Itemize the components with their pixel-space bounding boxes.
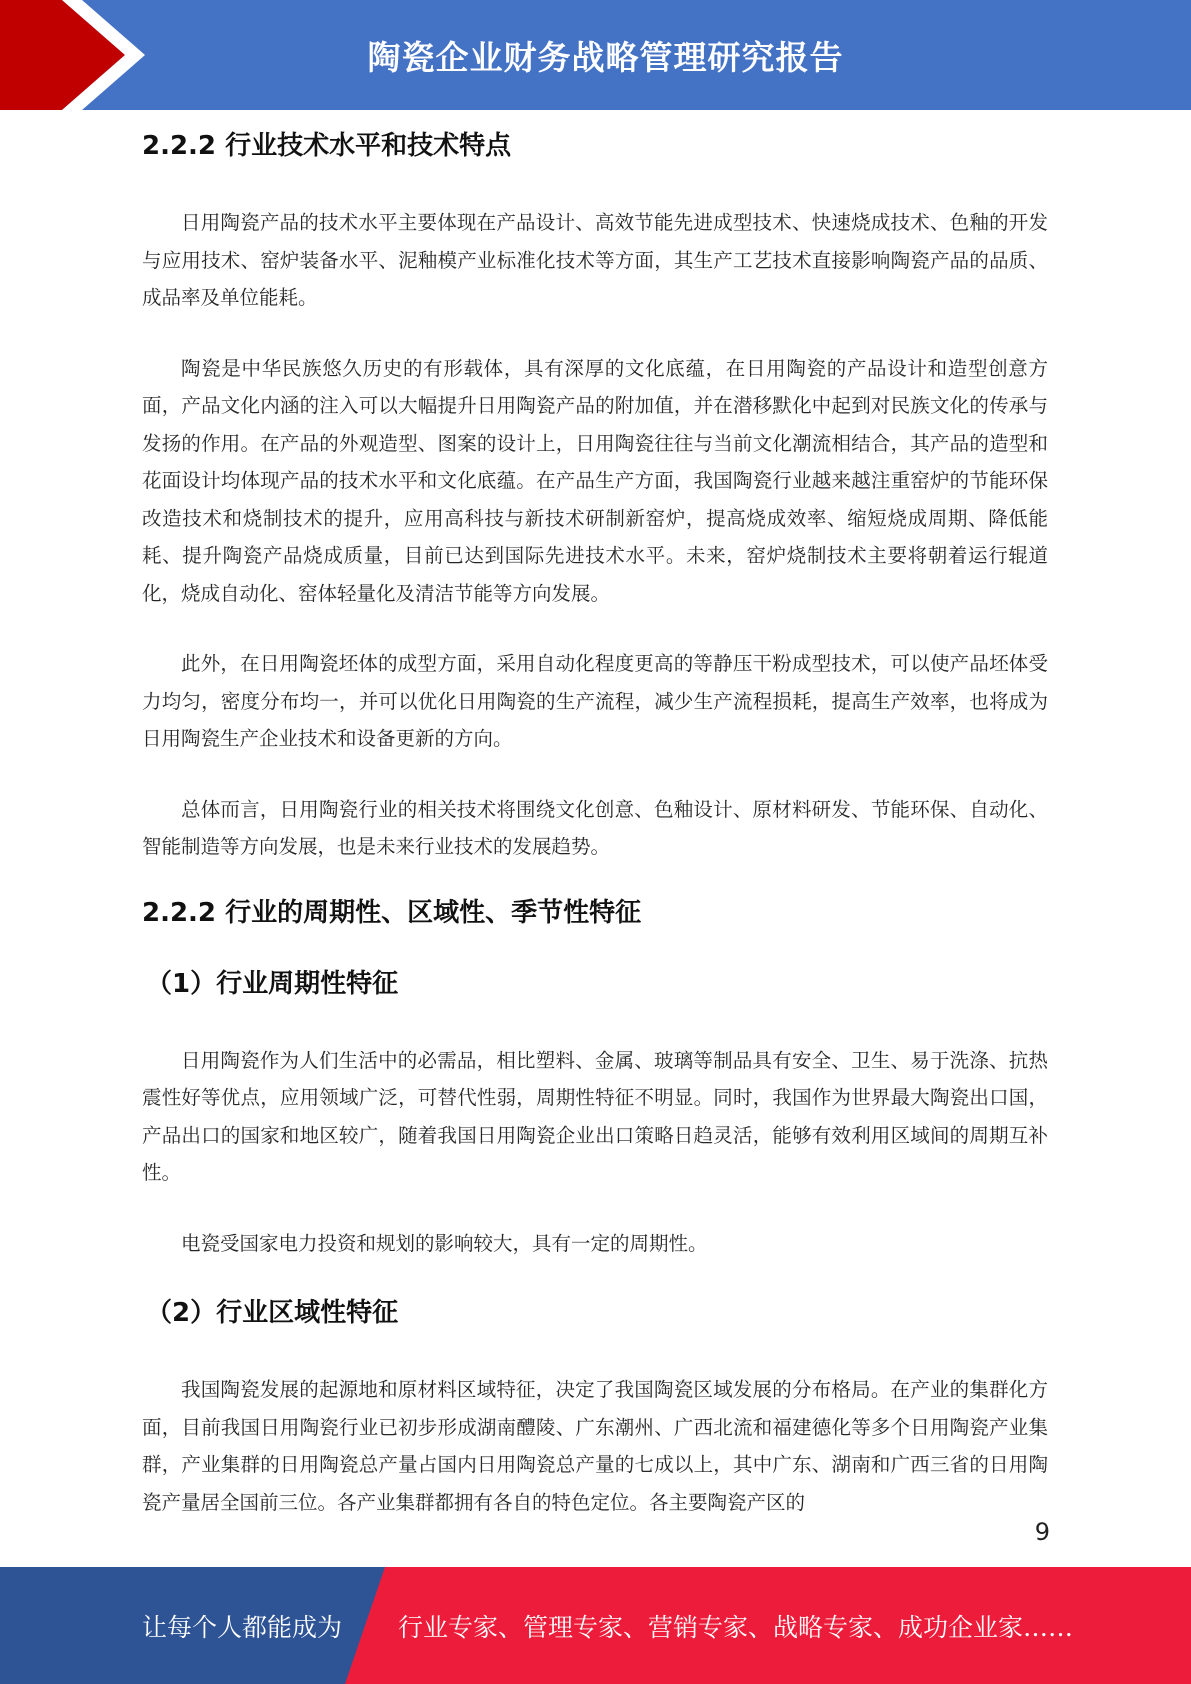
- page-footer: [0, 1567, 1191, 1684]
- paragraph: 我国陶瓷发展的起源地和原材料区域特征，决定了我国陶瓷区域发展的分布格局。在产业的集群化方面，目前我国日用陶瓷行业已初步形成湖南醴陵、广东潮州、广西北流和福建德化等多个日用陶瓷产业集群，产业集群的日用陶瓷总产量占国内日用陶瓷总产量的七成以上，其中广东、湖南和广西三省的日用陶瓷产量居全国前三位。各产业集群都拥有各自的特色定位。各主要陶瓷产区的: [142, 1378, 1048, 1514]
- report-title: 陶瓷企业财务战略管理研究报告: [367, 37, 844, 77]
- section-heading-cycle: 2.2.2 行业的周期性、区域性、季节性特征: [142, 897, 642, 928]
- paragraph: 日用陶瓷产品的技术水平主要体现在产品设计、高效节能先进成型技术、快速烧成技术、色釉的开发与应用技术、窑炉装备水平、泥釉模产业标准化技术等方面，其生产工艺技术直接影响陶瓷产品的品质、成品率及单位能耗。: [142, 211, 1048, 309]
- paragraph: 此外，在日用陶瓷坯体的成型方面，采用自动化程度更高的等静压干粉成型技术，可以使产品坯体受力均匀，密度分布均一，并可以优化日用陶瓷的生产流程，减少生产流程损耗，提高生产效率，也将成为日用陶瓷生产企业技术和设备更新的方向。: [142, 652, 1048, 750]
- paragraph: 电瓷受国家电力投资和规划的影响较大，具有一定的周期性。: [181, 1231, 708, 1255]
- footer-slogan-left: 让每个人都能成为: [142, 1612, 343, 1642]
- subsection-heading-regional: （2）行业区域性特征: [146, 1298, 399, 1328]
- document-body: [142, 125, 1048, 1521]
- subsection-heading-cyclical: （1）行业周期性特征: [146, 968, 399, 999]
- paragraph: 总体而言，日用陶瓷行业的相关技术将围绕文化创意、色釉设计、原材料研发、节能环保、自动化、智能制造等方向发展，也是未来行业技术的发展趋势。: [142, 797, 1048, 858]
- footer-slogan-right: 行业专家、管理专家、营销专家、战略专家、成功企业家……: [398, 1612, 1074, 1642]
- paragraph: 陶瓷是中华民族悠久历史的有形载体，具有深厚的文化底蕴，在日用陶瓷的产品设计和造型创意方面，产品文化内涵的注入可以大幅提升日用陶瓷产品的附加值，并在潜移默化中起到对民族文化的传承与发扬的作用。在产品的外观造型、图案的设计上，日用陶瓷往往与当前文化潮流相结合，其产品的造型和花面设计均体现产品的技术水平和文化底蕴。在产品生产方面，我国陶瓷行业越来越注重窑炉的节能环保改造技术和烧制技术的提升，应用高科技与新技术研制新窑炉，提高烧成效率、缩短烧成周期、降低能耗、提升陶瓷产品烧成质量，目前已达到国际先进技术水平。未来，窑炉烧制技术主要将朝着运行辊道化，烧成自动化、窑体轻量化及清洁节能等方向发展。: [142, 356, 1048, 605]
- paragraph: 日用陶瓷作为人们生活中的必需品，相比塑料、金属、玻璃等制品具有安全、卫生、易于洗涤、抗热震性好等优点，应用领域广泛，可替代性弱，周期性特征不明显。同时，我国作为世界最大陶瓷出口国，产品出口的国家和地区较广，随着我国日用陶瓷企业出口策略日趋灵活，能够有效利用区域间的周期互补性。: [142, 1048, 1048, 1184]
- page-number: 9: [1034, 1518, 1050, 1546]
- page-header: [0, 0, 1191, 110]
- section-heading-tech: 2.2.2 行业技术水平和技术特点: [142, 131, 512, 161]
